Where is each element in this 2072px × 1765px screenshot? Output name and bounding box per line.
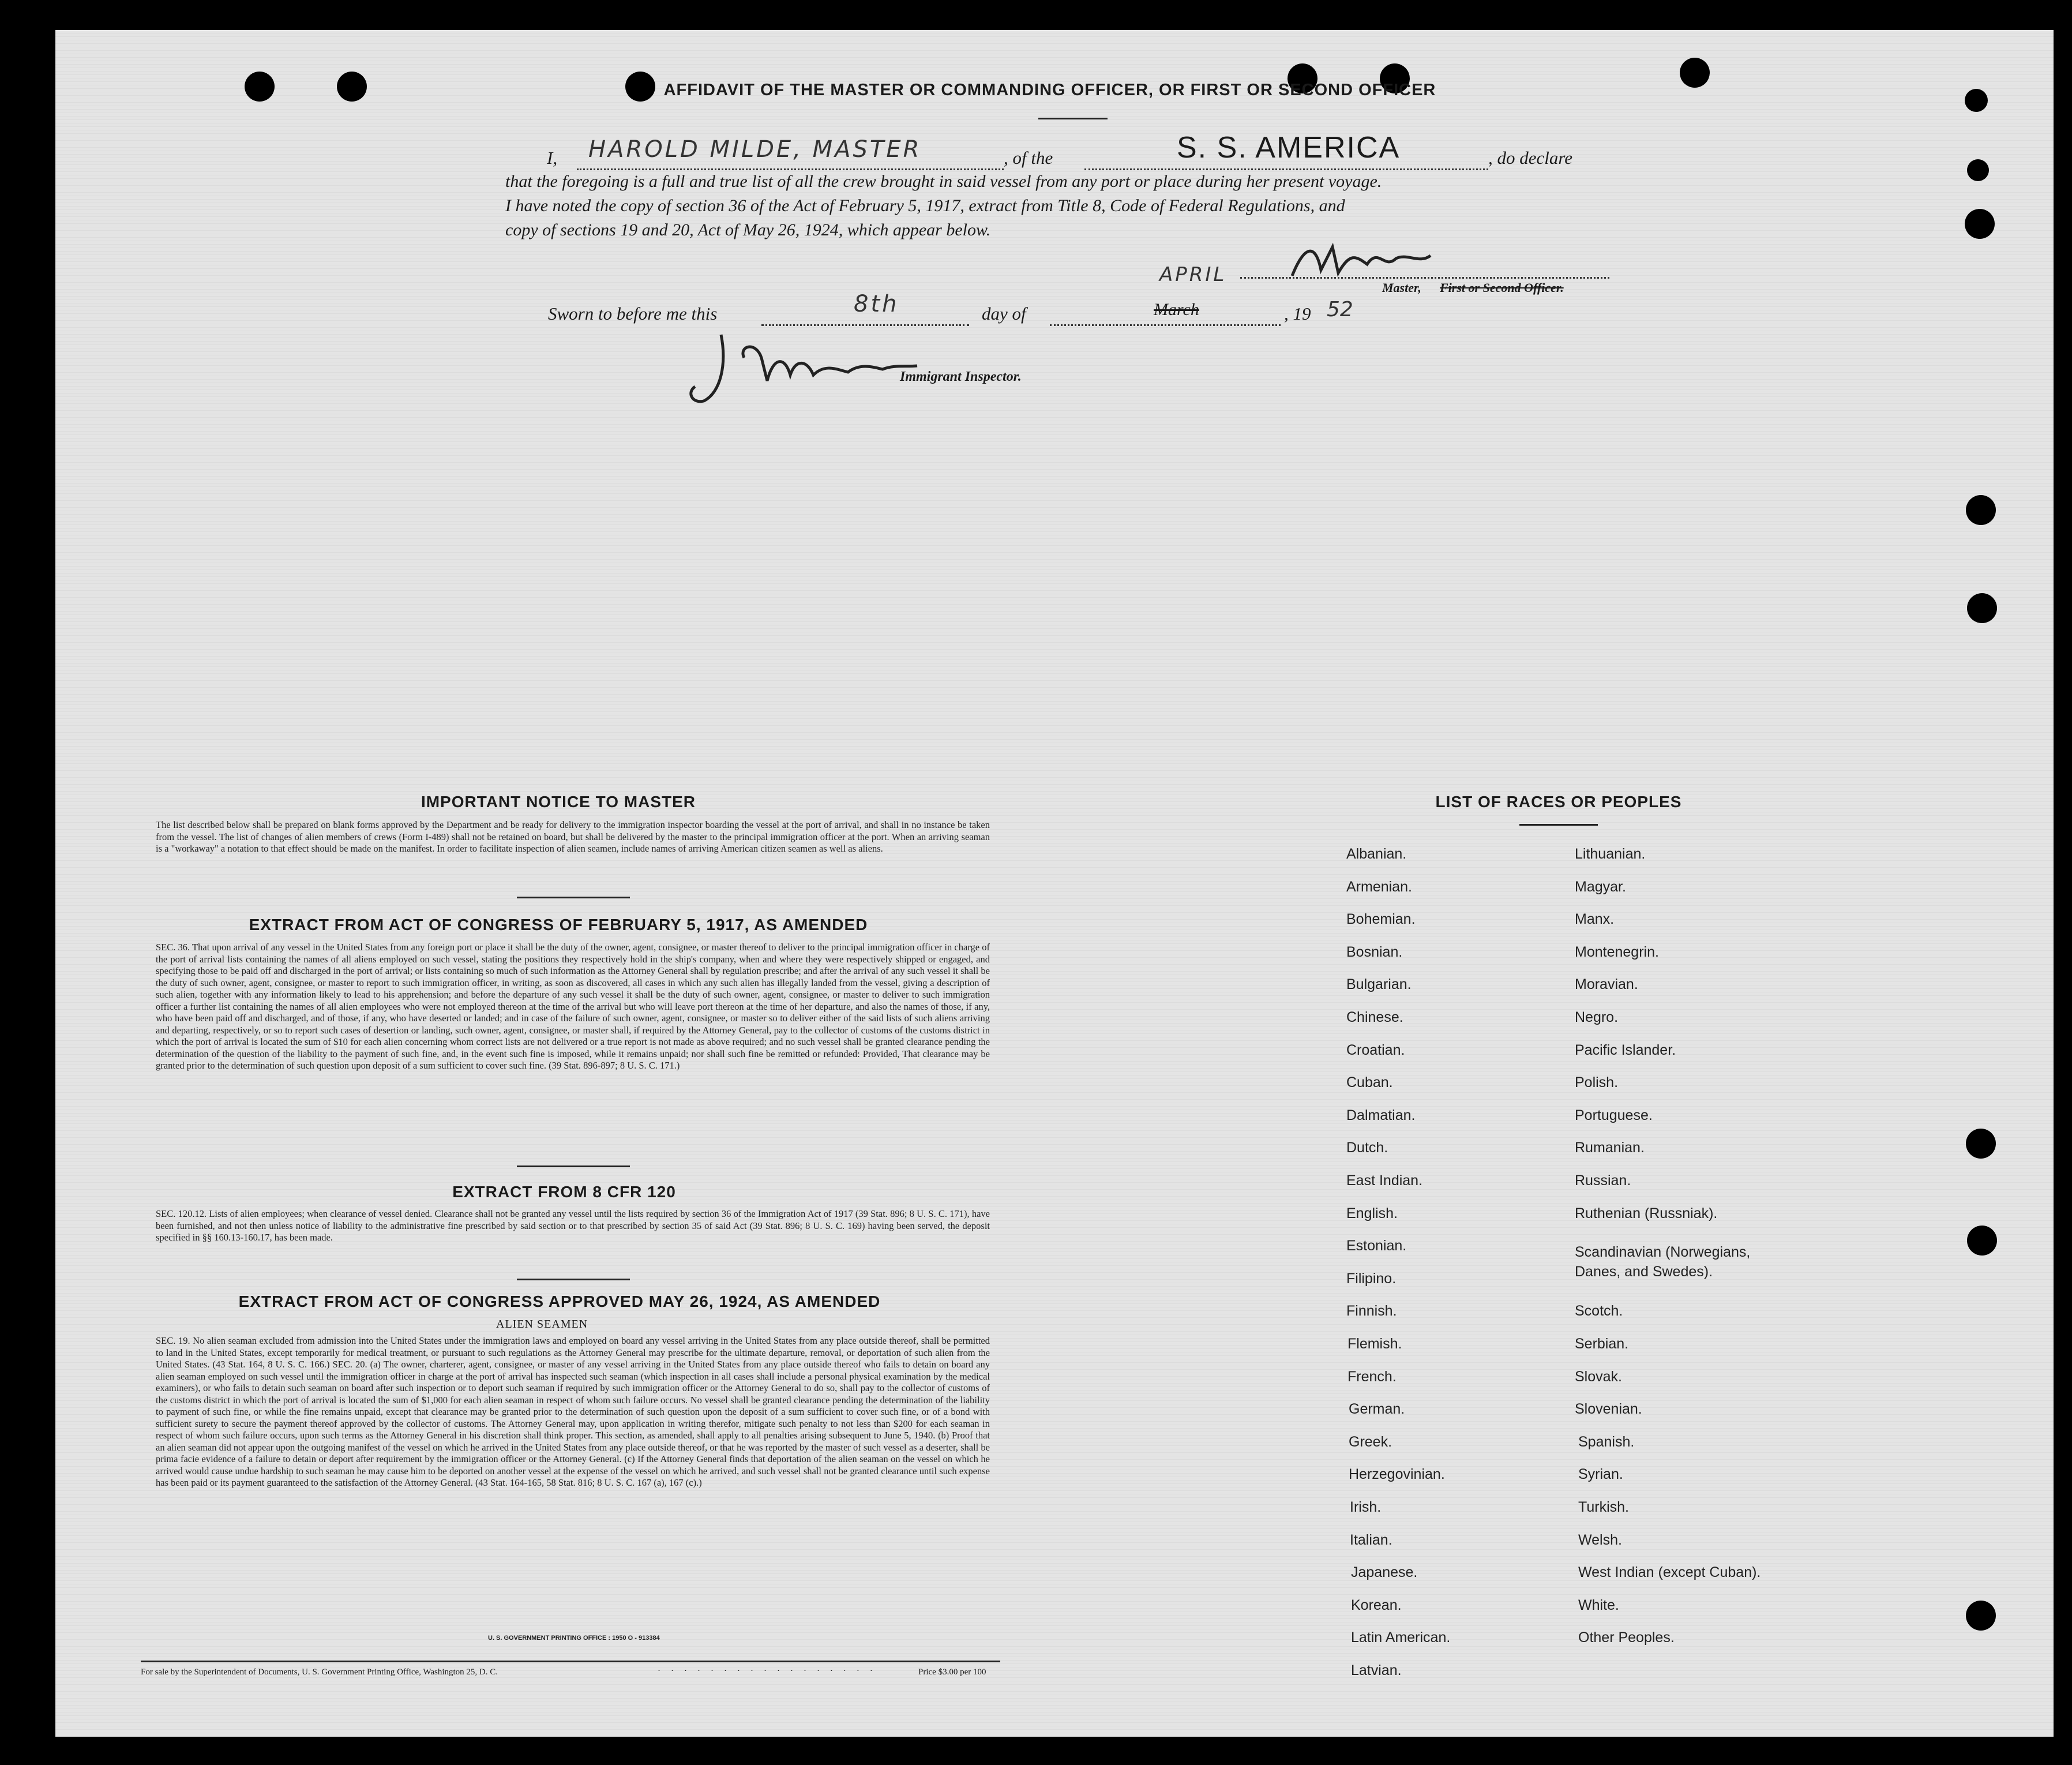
race-item-right: White.	[1578, 1597, 1619, 1613]
race-item-left: Latvian.	[1351, 1662, 1402, 1678]
race-item-right: Lithuanian.	[1575, 846, 1646, 862]
race-item-right: Magyar.	[1575, 878, 1626, 895]
race-item-left: Bosnian.	[1346, 943, 1403, 960]
race-item-left: Armenian.	[1346, 878, 1412, 895]
pronoun-i: I,	[547, 148, 558, 168]
race-item-left: Dutch.	[1346, 1140, 1388, 1156]
race-item-right: Spanish.	[1578, 1433, 1635, 1450]
race-item-left: Greek.	[1349, 1433, 1392, 1450]
extract-8cfr-heading: EXTRACT FROM 8 CFR 120	[452, 1183, 676, 1201]
vessel-field-line	[1084, 168, 1488, 170]
race-item-right: Montenegrin.	[1575, 943, 1659, 960]
race-item-right: Scandinavian (Norwegians, Danes, and Swedes).	[1575, 1244, 1751, 1280]
race-item-right: Slovenian.	[1575, 1401, 1642, 1418]
punch-hole	[245, 72, 275, 102]
race-item-left: Albanian.	[1346, 846, 1407, 862]
punch-hole	[1966, 495, 1996, 525]
inspector-label: Immigrant Inspector.	[900, 369, 1022, 384]
punch-hole	[1967, 1226, 1997, 1256]
race-item-right: Turkish.	[1578, 1499, 1629, 1515]
race-item-left: Croatian.	[1346, 1041, 1405, 1058]
race-item-right: West Indian (except Cuban).	[1578, 1564, 1761, 1581]
race-item-left: German.	[1349, 1401, 1405, 1418]
footer-rule	[141, 1661, 1000, 1662]
race-item-left: Filipino.	[1346, 1270, 1397, 1287]
declaration-line-3: I have noted the copy of section 36 of the Act of February 5, 1917, extract from Title 8, Code of Federal Regulations, and	[505, 196, 1345, 215]
race-item-right: Slovak.	[1575, 1368, 1622, 1385]
punch-hole	[1680, 58, 1710, 88]
divider	[517, 1279, 630, 1280]
divider	[517, 897, 630, 898]
punch-hole	[1967, 159, 1989, 181]
race-item-left: Bulgarian.	[1346, 976, 1412, 993]
day-field-line	[761, 324, 969, 326]
footer-price: Price $3.00 per 100	[918, 1667, 986, 1677]
year-handwritten: 52	[1327, 298, 1353, 321]
notice-text: The list described below shall be prepared on blank forms approved by the Department and be ready for delivery to the immigration inspector boarding the vessel at the port of arrival, and shall in no instance be taken from the vessel. The list of changes of alien members of crews (Form I-489) shall not be retained on board, but shall be delivered by the master to the principal immigration officer at the port. When an arriving seaman is a "workaway" a notation to that effect should be made on the manifest. In order to facilitate inspection of alien seamen, include names of arriving American citizen seamen as well as aliens.	[156, 819, 990, 854]
race-item-left: Estonian.	[1346, 1238, 1407, 1254]
alien-seamen-subheading: ALIEN SEAMEN	[496, 1318, 588, 1331]
footer-leader-dots: ·················	[658, 1666, 883, 1676]
inspector-signature-mark	[681, 329, 923, 410]
divider	[517, 1166, 630, 1167]
month-field-line	[1050, 324, 1281, 326]
officer-label-struck: First or Second Officer.	[1440, 280, 1564, 295]
extract-1917-text: SEC. 36. That upon arrival of any vessel in the United States from any foreign port or place it shall be the duty of the owner, agent, consignee, or master thereof to deliver to the principal immigration officer in charge of the port of arrival lists containing the names of all aliens employed on such vessel, stating the positions they respectively hold in the ship's company, when and where they were respectively shipped or engaged, and specifying those to be paid off and discharged in the port of arrival; or lists containing so much of such information as the Attorney General shall by regulation prescribe; and after the arrival of any such vessel it shall be the duty of such owner, agent, consignee, or master to report to such immigration officer, in writing, as soon as discovered, all cases in which any such alien has illegally landed from the vessel, giving a description of such alien, together with any information likely to lead to his apprehension; and before the departure of any such vessel it shall be the duty of such owner, agent, consignee, or master to deliver to such immigration officer a further list containing the names of all alien employees who were not employed thereon at the time of the arrival but who will leave port thereon at the time of her departure, and also the names of those, if any, who have been paid off and discharged, and of those, if any, who have deserted or landed; and in case of the failure of such owner, agent, consignee, or master so to deliver either of the said lists of such aliens arriving and departing, respectively, or so to report such cases of desertion or landing, such owner, agent, consignee, or master shall, if required by the Attorney General, pay to the collector of customs of the customs district in which the port of arrival is located the sum of $10 for each alien concerning whom correct lists are not delivered or a true report is not made as above required; and no such vessel shall be granted clearance pending the determination of the question of the liability to the payment of such fine, and, in the event such fine is imposed, while it remains unpaid; nor shall such fine be remitted or refunded: Provided, That clearance may be granted prior to the determination of such question upon deposit of a sum sufficient to cover such fine. (39 Stat. 896-897; 8 U. S. C. 171.)	[156, 942, 990, 1071]
race-item-right: Portuguese.	[1575, 1107, 1653, 1123]
race-item-right: Russian.	[1575, 1172, 1631, 1189]
sworn-label: Sworn to before me this	[548, 303, 718, 324]
name-field-line	[577, 168, 1004, 170]
race-item-left: Bohemian.	[1346, 911, 1416, 928]
master-signature-mark	[1286, 235, 1436, 287]
of-the-label: , of the	[1004, 148, 1053, 168]
master-label: Master,	[1382, 280, 1421, 295]
punch-hole	[1966, 1129, 1996, 1159]
do-declare-label: , do declare	[1488, 148, 1573, 168]
race-item-left: Herzegovinian.	[1349, 1466, 1445, 1483]
master-name-handwritten: HAROLD MILDE, MASTER	[588, 136, 922, 163]
extract-1924-heading: EXTRACT FROM ACT OF CONGRESS APPROVED MAY 26, 1924, AS AMENDED	[238, 1292, 881, 1310]
extract-1917-heading: EXTRACT FROM ACT OF CONGRESS OF FEBRUARY 5, 1917, AS AMENDED	[249, 916, 868, 934]
race-item-left: Italian.	[1350, 1531, 1392, 1548]
race-item-left: Latin American.	[1351, 1629, 1451, 1646]
punch-hole	[1965, 89, 1988, 112]
punch-hole	[1967, 593, 1997, 623]
races-heading: LIST OF RACES OR PEOPLES	[1435, 793, 1682, 811]
title-rule	[1038, 118, 1108, 119]
day-of-label: day of	[982, 303, 1026, 324]
day-handwritten: 8th	[854, 291, 899, 317]
race-item-right: Serbian.	[1575, 1336, 1629, 1352]
footer-sale-text: For sale by the Superintendent of Documents, U. S. Government Printing Office, Washington 25, D. C.	[141, 1667, 498, 1677]
notice-heading: IMPORTANT NOTICE TO MASTER	[421, 793, 696, 811]
vessel-name: S. S. AMERICA	[1177, 131, 1401, 164]
year-prefix: , 19	[1284, 303, 1311, 324]
race-item-right: Other Peoples.	[1578, 1629, 1675, 1646]
race-item-left: Japanese.	[1351, 1564, 1418, 1581]
declaration-line-2: that the foregoing is a full and true list of all the crew brought in said vessel from any port or place during her present voyage.	[505, 172, 1382, 191]
race-item-left: Flemish.	[1347, 1336, 1402, 1352]
race-item-right: Welsh.	[1578, 1531, 1622, 1548]
affidavit-title: AFFIDAVIT OF THE MASTER OR COMMANDING OFFICER, OR FIRST OR SECOND OFFICER	[663, 81, 1436, 99]
printing-office-line: U. S. GOVERNMENT PRINTING OFFICE : 1950 O - 913384	[488, 1635, 660, 1642]
race-item-left: East Indian.	[1346, 1172, 1423, 1189]
race-item-left: Chinese.	[1346, 1009, 1403, 1025]
inspector-signature	[681, 329, 923, 413]
punch-hole	[1965, 209, 1995, 239]
race-item-right: Polish.	[1575, 1074, 1619, 1091]
race-item-left: French.	[1347, 1368, 1397, 1385]
race-item-left: Korean.	[1351, 1597, 1402, 1613]
extract-8cfr-text: SEC. 120.12. Lists of alien employees; when clearance of vessel denied. Clearance shall not be granted any vessel until the lists required by section 36 of the Immigration Act of 1917 (39 Stat. 896; 8 U. S. C. 171), have been furnished, and not then unless notice of liability to the administrative fine prescribed by said section or to that prescribed by section 35 of said Act (39 Stat. 896; 8 U. S. C. 169) having been served, the deposit specified in §§ 160.13-160.17, has been made.	[156, 1208, 990, 1243]
declaration-line-4: copy of sections 19 and 20, Act of May 26, 1924, which appear below.	[505, 220, 991, 239]
race-item-right: Syrian.	[1578, 1466, 1623, 1483]
race-item-right: Rumanian.	[1575, 1140, 1645, 1156]
month-handwritten: APRIL	[1159, 263, 1227, 286]
race-item-left: Cuban.	[1346, 1074, 1393, 1091]
race-item-right: Manx.	[1575, 911, 1615, 928]
race-item-right: Scotch.	[1575, 1303, 1623, 1320]
race-item-left: Dalmatian.	[1346, 1107, 1416, 1123]
race-item-right: Negro.	[1575, 1009, 1619, 1025]
race-item-right: Pacific Islander.	[1575, 1041, 1676, 1058]
races-heading-rule	[1519, 824, 1598, 826]
extract-1924-text: SEC. 19. No alien seaman excluded from admission into the United States under the immigration laws and employed on board any vessel arriving in the United States from any place outside thereof, shall be permitted to land in the United States, except temporarily for medical treatment, or pursuant to such regulations as the Attorney General may prescribe for the ultimate departure, removal, or deportation of such alien from the United States. (43 Stat. 164, 8 U. S. C. 166.) SEC. 20. (a) The owner, charterer, agent, consignee, or master of any vessel arriving in the United States from any place outside thereof who fails to detain on board any alien seaman employed on such vessel until the immigration officer in charge at the port of arrival has inspected such seaman (which inspection in all cases shall include a personal physical examination by the medical examiners), or who fails to detain such seaman on board after such inspection or to deport such seaman if required by such immigration officer or the Attorney General to do so, shall pay to the collector of customs of the customs district in which the port of arrival is located the sum of $1,000 for each alien seaman in respect of whom such failure occurs. No vessel shall be granted clearance pending the determination of the liability to payment of such fine, or while the fine remains unpaid, except that clearance may be granted prior to the determination of such question upon the deposit of a sum sufficient to cover such fine, or of a bond with sufficient surety to secure the payment thereof approved by the collector of customs. The Attorney General may, upon application in writing therefor, mitigate such penalty to not less than $200 for each seaman in respect of whom such failure occurs, upon such terms as the Attorney General in his discretion shall think proper. This section, as amended, shall apply to all penalties arising subsequent to June 5, 1940. (b) Proof that an alien seaman did not appear upon the outgoing manifest of the vessel on which he arrived in the United States from any place outside thereof, or that he was reported by the master of such vessel as a deserter, shall be prima facie evidence of a failure to detain or deport after requirement by the immigration officer or the Attorney General. (c) If the Attorney General finds that deportation of the alien seaman on the vessel on which he arrived would cause undue hardship to such seaman he may cause him to be deported on another vessel at the expense of the vessel on which he arrived, and such vessel shall not be granted clearance until such expense has been paid or its payment guaranteed to the satisfaction of the Attorney General. (43 Stat. 164-165, 58 Stat. 816; 8 U. S. C. 167 (a), 167 (c).)	[156, 1335, 990, 1488]
race-item-left: Irish.	[1350, 1499, 1382, 1515]
month-printed-struck: March	[1154, 300, 1199, 319]
punch-hole	[1966, 1601, 1996, 1631]
race-item-right: Ruthenian (Russniak).	[1575, 1205, 1718, 1221]
race-item-right: Moravian.	[1575, 976, 1638, 993]
race-item-left: English.	[1346, 1205, 1398, 1221]
race-item-left: Finnish.	[1346, 1303, 1397, 1320]
punch-hole	[337, 72, 367, 102]
master-signature-line	[1240, 277, 1609, 279]
